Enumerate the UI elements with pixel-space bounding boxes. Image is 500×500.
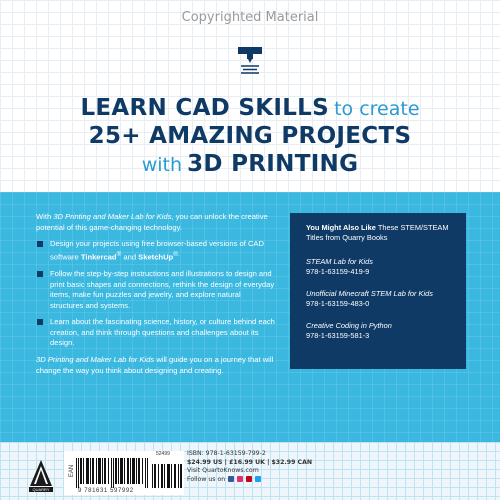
- heading-rest: These STEM/STEAM Titles from Quarry Books: [306, 223, 449, 242]
- feature-item: [36, 269, 276, 311]
- barcode-addon-number: 52499: [156, 451, 170, 457]
- headline-light-3: with: [141, 154, 183, 176]
- feature-item: [36, 239, 276, 263]
- closing-paragraph: [36, 355, 276, 376]
- related-book: [306, 257, 456, 277]
- feature-text-2: Follow the step-by-step instructions and illustrations to design and print basic shapes and connections, rethink the design of everyday items, make fun puzzles and jewelry, and explore natural structures and systems.: [50, 268, 275, 310]
- feature-item: [36, 317, 276, 349]
- facebook-icon[interactable]: [228, 476, 234, 482]
- barcode-number: 9 781631 597992: [78, 488, 134, 494]
- copyright-watermark: Copyrighted Material: [181, 10, 319, 25]
- related-titles-box: [290, 213, 466, 369]
- ean-label: EAN: [69, 464, 76, 478]
- related-book-title: Unofficial Minecraft STEM Lab for Kids: [306, 289, 433, 298]
- feature-text-3: Learn about the fascinating science, history, or culture behind each creation, and think through questions and challenges about its design.: [50, 317, 275, 348]
- heading-bold: You Might Also Like: [306, 223, 376, 232]
- headline-light-1: to create: [334, 98, 420, 120]
- quarry-logo-icon: [26, 458, 56, 494]
- follow-row: [187, 476, 337, 485]
- related-book: [306, 289, 456, 309]
- related-book-title: STEAM Lab for Kids: [306, 257, 373, 266]
- tool-sketchup: SketchUp: [138, 252, 174, 262]
- pinterest-icon[interactable]: [246, 476, 252, 482]
- related-book-title: Creative Coding in Python: [306, 321, 392, 330]
- price-addon-barcode: [152, 458, 182, 488]
- related-book-isbn: 978-1-63159-419-9: [306, 267, 370, 276]
- isbn-barcode: [76, 458, 148, 488]
- closing-post: will guide you on a journey that will change the way you think about designing and creating.: [36, 355, 274, 375]
- twitter-icon[interactable]: [255, 476, 261, 482]
- headline-line-3: [0, 151, 500, 179]
- feature-list: [36, 239, 276, 349]
- related-book: [306, 321, 456, 341]
- 3d-printer-icon: [233, 45, 267, 75]
- price-text: $24.99 US | £16.99 UK | $32.99 CAN: [187, 458, 313, 466]
- bullet-square-icon: [37, 271, 43, 277]
- related-titles-heading: [306, 223, 456, 243]
- closing-book-title: 3D Printing and Maker Lab for Kids: [36, 355, 155, 365]
- follow-label: Follow us on: [187, 475, 226, 483]
- description-text: [36, 212, 276, 382]
- trademark-mark: ®: [116, 250, 122, 258]
- headline-bold-1: LEARN CAD SKILLS: [80, 95, 329, 121]
- isbn-text: ISBN: 978-1-63159-799-2: [187, 450, 266, 457]
- headline-bold-3: 3D PRINTING: [187, 151, 359, 177]
- related-book-isbn: 978-1-63159-483-0: [306, 299, 370, 308]
- intro-book-title: 3D Printing and Maker Lab for Kids: [53, 212, 172, 221]
- headline-line-1: [0, 95, 500, 123]
- intro-paragraph: [36, 212, 276, 233]
- tool-tinkercad: Tinkercad: [80, 252, 117, 262]
- bullet-square-icon: [37, 241, 43, 247]
- related-book-isbn: 978-1-63159-581-3: [306, 331, 370, 340]
- and-word: and: [123, 252, 137, 262]
- intro-pre: With: [36, 212, 52, 221]
- headline-line-2: [0, 123, 500, 151]
- intro-post: , you can unlock the creative potential of this game-changing technology.: [36, 212, 268, 232]
- retail-info: [187, 450, 337, 484]
- bullet-square-icon: [37, 319, 43, 325]
- publisher-name: QUARRY: [32, 487, 50, 492]
- headline: [0, 95, 500, 179]
- trademark-mark: ®.: [173, 250, 180, 258]
- instagram-icon[interactable]: [237, 476, 243, 482]
- website-link[interactable]: Visit QuartoKnows.com: [187, 467, 259, 475]
- feature-text-1: Design your projects using free browser-based versions of CAD software: [50, 239, 264, 262]
- headline-bold-2: 25+ AMAZING PROJECTS: [88, 123, 412, 149]
